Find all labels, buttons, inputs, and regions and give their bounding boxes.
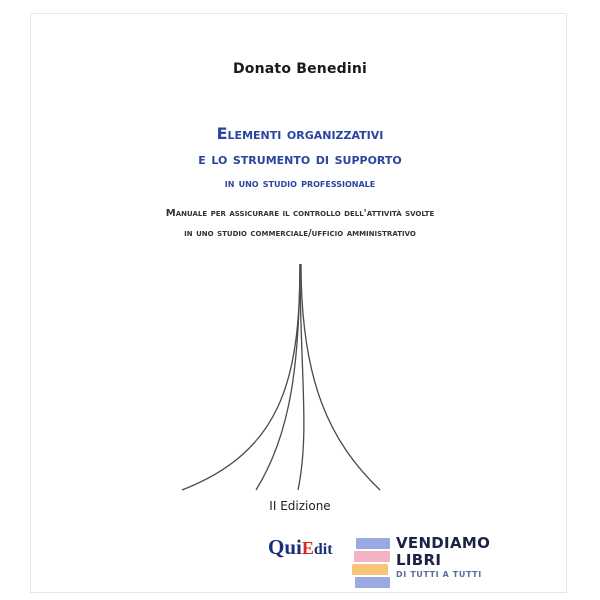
subtitle-line-1: Manuale per assicurare il controllo dell'attività svolte	[165, 208, 435, 219]
title-line-2: e lo strumento di supporto	[198, 149, 402, 168]
badge-line-1: VENDIAMO	[396, 534, 491, 552]
publisher-part-dit: dit	[313, 541, 333, 558]
book-stack-icon	[352, 536, 392, 590]
curve-left	[182, 264, 300, 490]
book-stripe-3	[352, 564, 388, 575]
arch-curves-icon	[180, 262, 420, 492]
curve-inner	[256, 264, 300, 490]
publisher-part-e: E	[301, 538, 314, 558]
author-name: Donato Benedini	[232, 61, 368, 77]
book-stripe-4	[355, 577, 390, 588]
edition-label: II Edizione	[269, 499, 331, 513]
book-stripe-2	[354, 551, 390, 562]
badge-text	[396, 535, 490, 580]
curve-right	[301, 264, 380, 490]
vendiamo-libri-badge	[352, 534, 492, 594]
badge-line-3: DI TUTTI A TUTTI	[396, 570, 482, 579]
publisher-part-qui: Qui	[268, 535, 302, 559]
subtitle-line-2: in uno studio commerciale/ufficio amministrativo	[184, 228, 416, 239]
book-stripe-1	[356, 538, 390, 549]
title-line-1: Elementi organizzativi	[216, 124, 384, 143]
title-line-3: in uno studio professionale	[224, 176, 376, 190]
badge-line-2: LIBRI	[396, 551, 442, 569]
publisher-logo	[268, 535, 333, 563]
